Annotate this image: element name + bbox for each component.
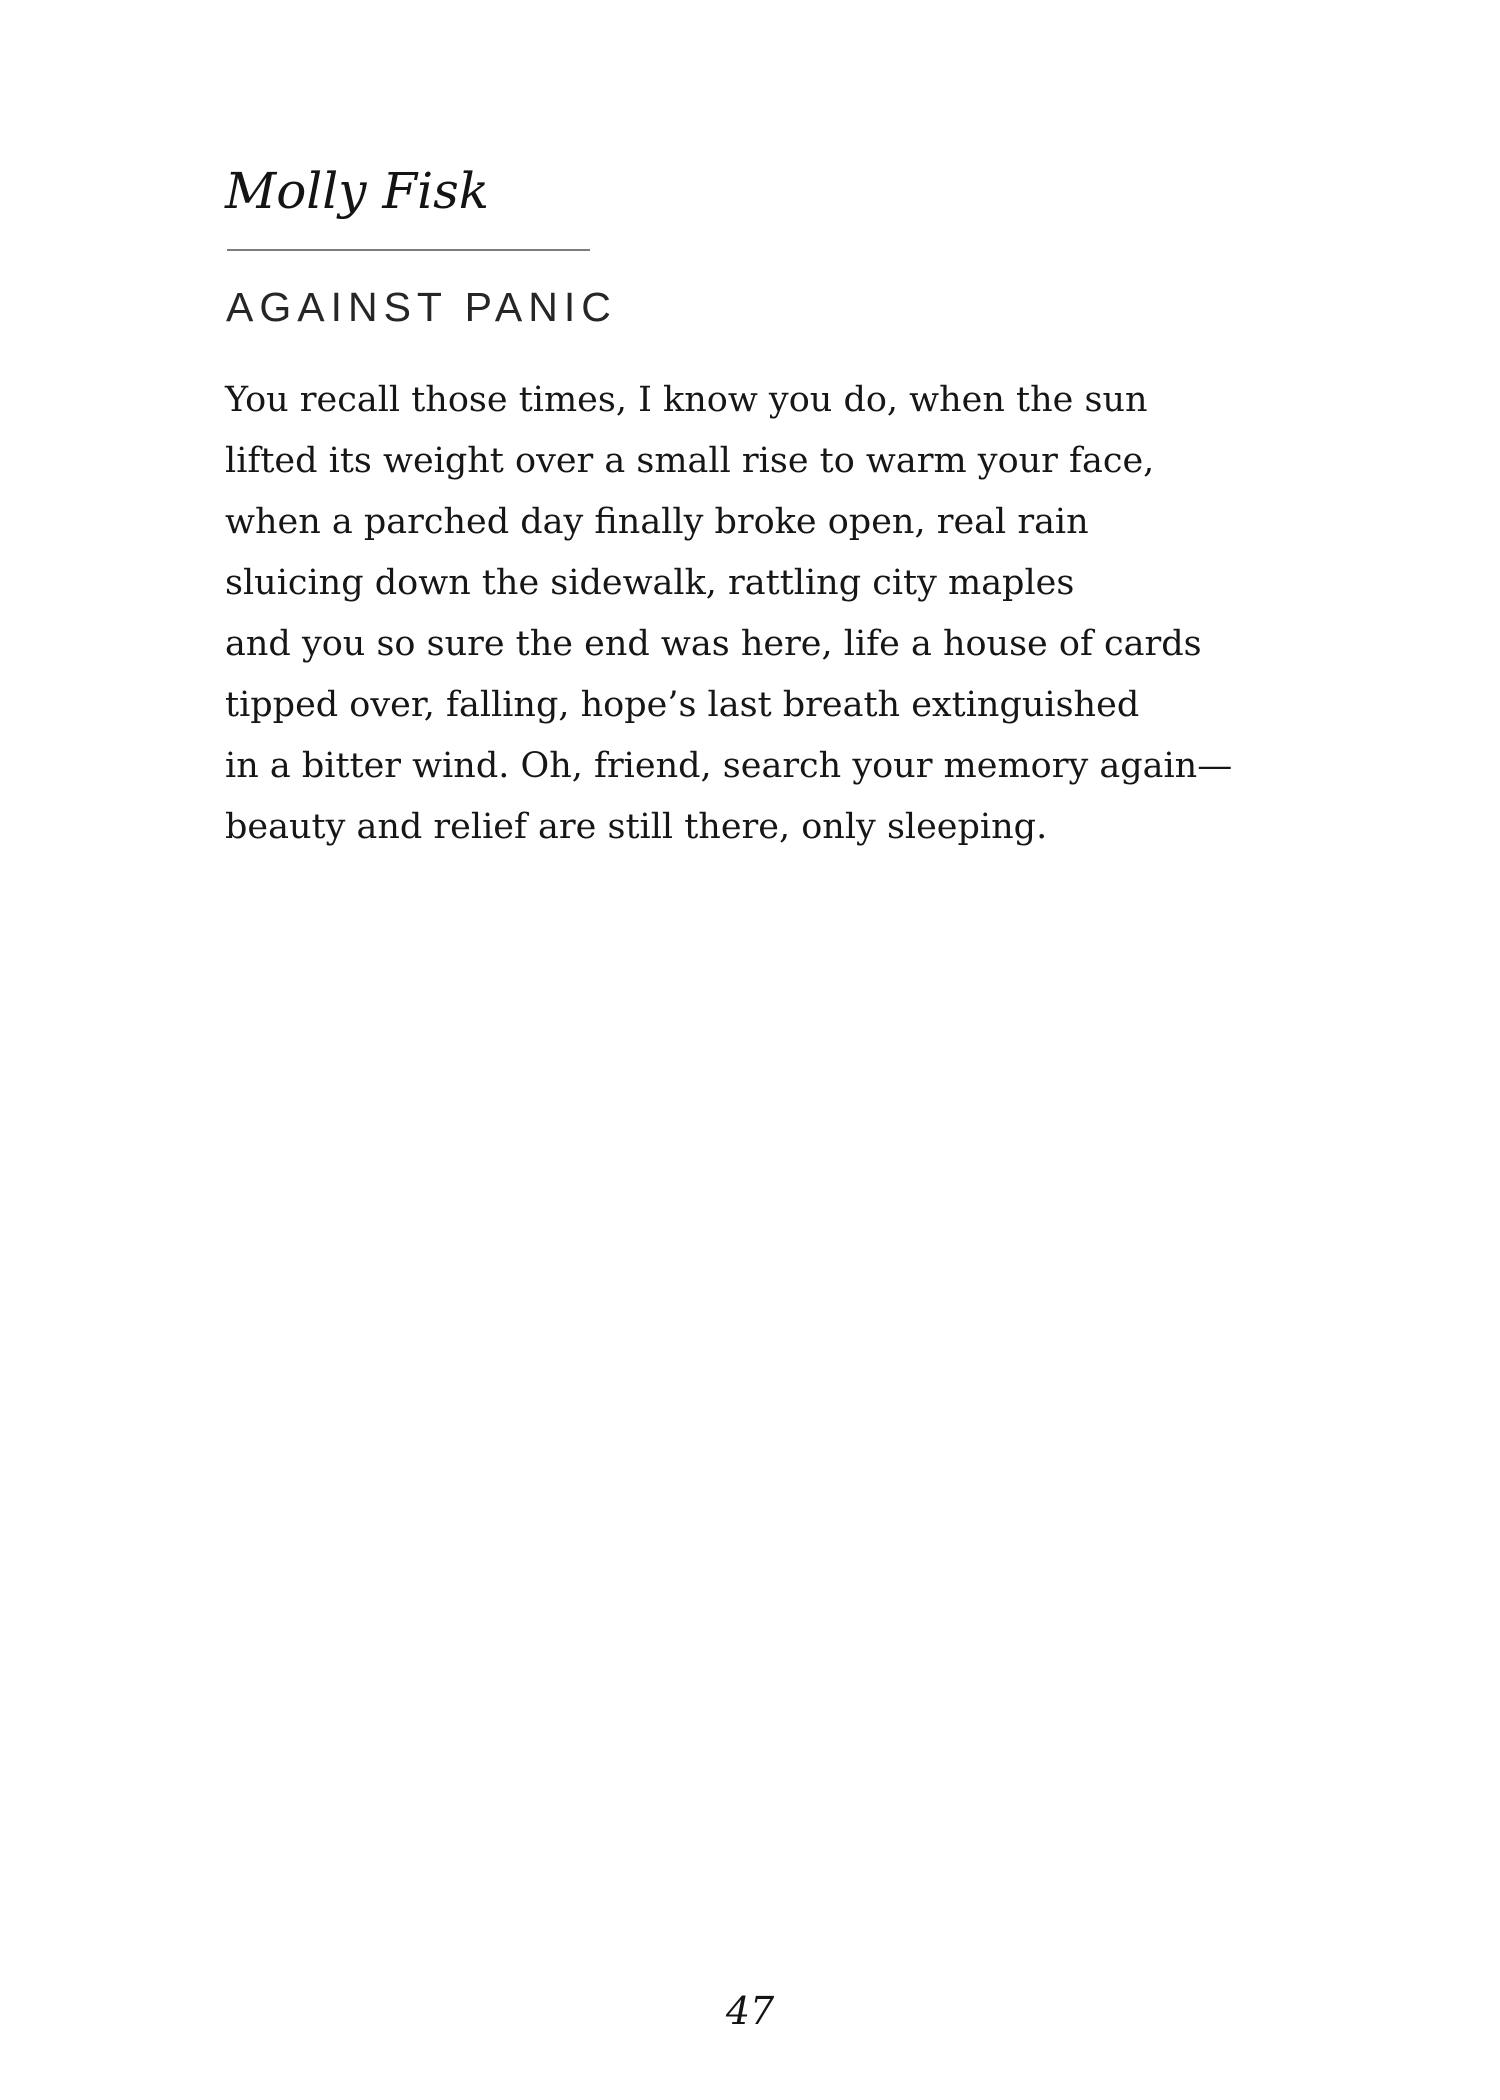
poem-title: AGAINST PANIC	[226, 284, 617, 330]
poem-line: beauty and relief are still there, only sleeping.	[225, 807, 1048, 847]
poem-line: You recall those times, I know you do, when the sun	[225, 380, 1148, 420]
poem-body	[225, 370, 1285, 858]
poem-line: in a bitter wind. Oh, friend, search your memory again—	[225, 746, 1233, 786]
author-divider-rule	[227, 249, 590, 251]
poem-line: and you so sure the end was here, life a house of cards	[225, 624, 1202, 664]
page-number: 47	[725, 1989, 775, 2033]
poem-line: tipped over, falling, hope’s last breath extinguished	[225, 685, 1140, 725]
author-name: Molly Fisk	[225, 162, 490, 220]
poem-line: lifted its weight over a small rise to warm your face,	[225, 441, 1155, 481]
poem-line: sluicing down the sidewalk, rattling city maples	[225, 563, 1075, 603]
poem-line: when a parched day finally broke open, real rain	[225, 502, 1089, 542]
